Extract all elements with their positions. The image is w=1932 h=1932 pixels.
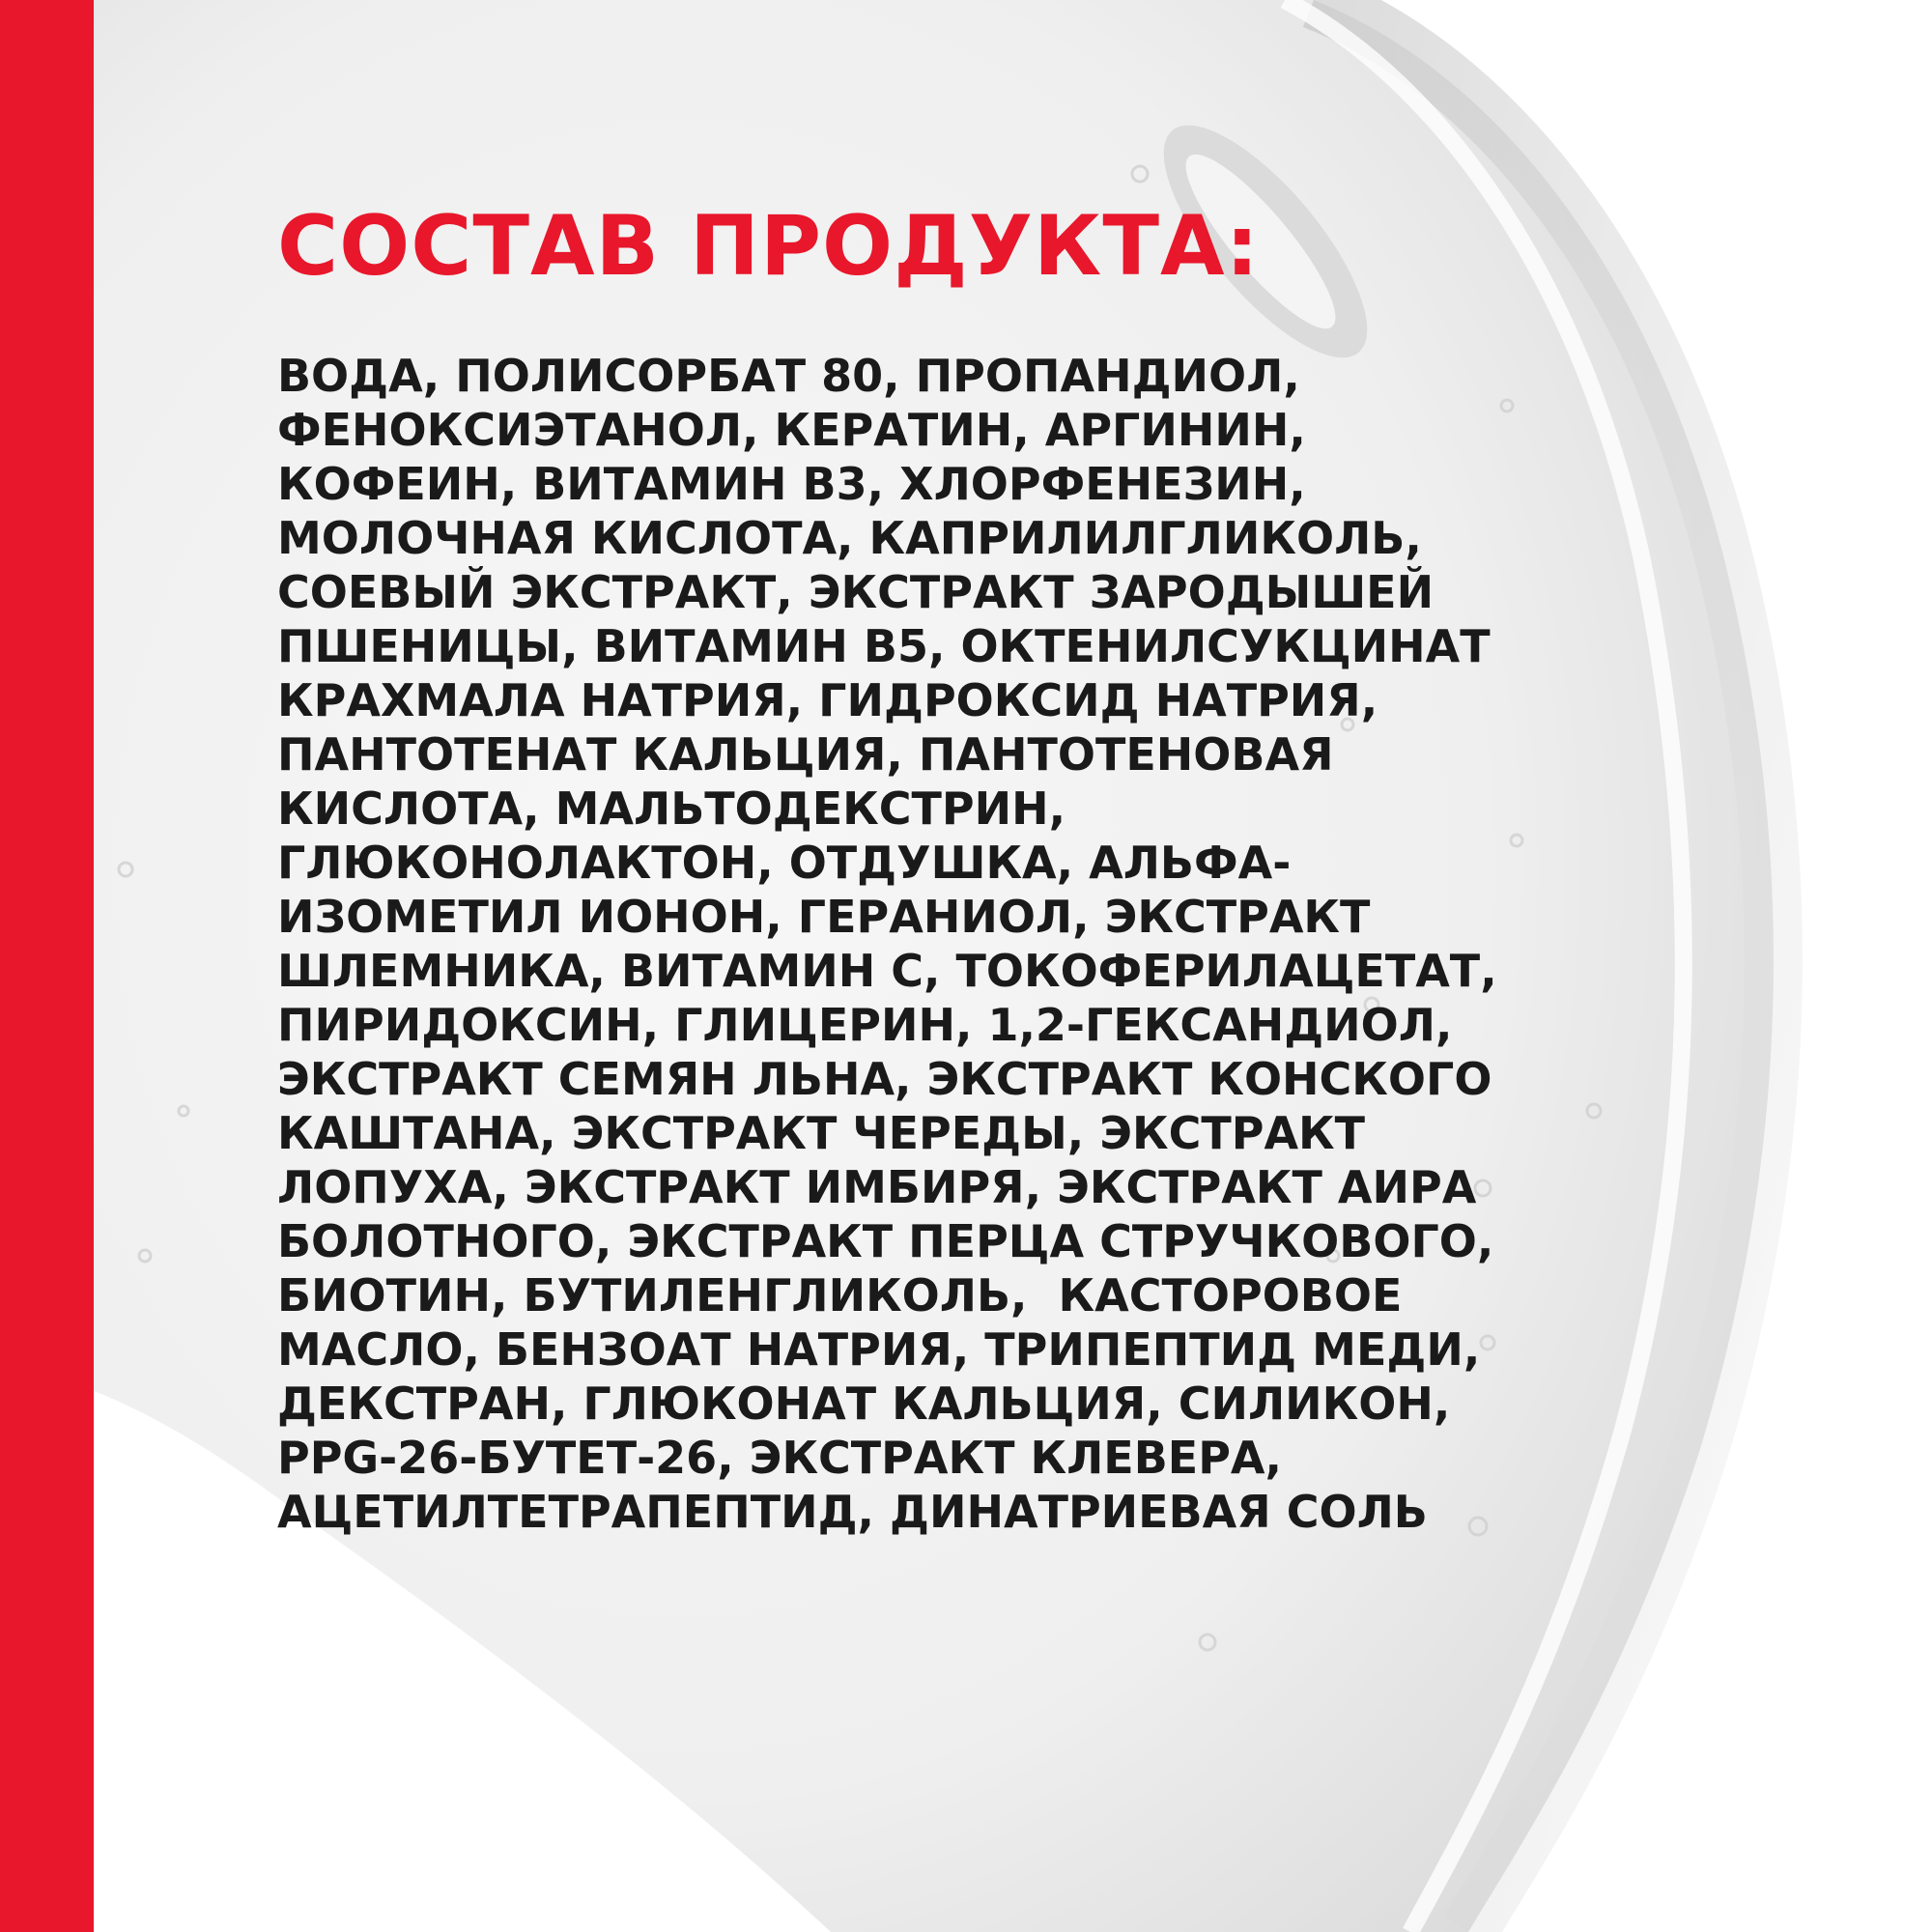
ingredients-line: БИОТИН, БУТИЛЕНГЛИКОЛЬ, КАСТОРОВОЕ (277, 1269, 1403, 1321)
ingredients-line: МАСЛО, БЕНЗОАТ НАТРИЯ, ТРИПЕПТИД МЕДИ, (277, 1323, 1481, 1376)
page-title: СОСТАВ ПРОДУКТА: (277, 198, 1260, 295)
ingredients-line: ВОДА, ПОЛИСОРБАТ 80, ПРОПАНДИОЛ, (277, 350, 1300, 402)
ingredients-line: МОЛОЧНАЯ КИСЛОТА, КАПРИЛИЛГЛИКОЛЬ, (277, 512, 1422, 564)
ingredients-line: КРАХМАЛА НАТРИЯ, ГИДРОКСИД НАТРИЯ, (277, 674, 1378, 726)
ingredients-line: ЭКСТРАКТ СЕМЯН ЛЬНА, ЭКСТРАКТ КОНСКОГО (277, 1053, 1492, 1105)
ingredients-line: ШЛЕМНИКА, ВИТАМИН С, ТОКОФЕРИЛАЦЕТАТ, (277, 945, 1497, 997)
ingredients-line: ПШЕНИЦЫ, ВИТАМИН B5, ОКТЕНИЛСУКЦИНАТ (277, 620, 1491, 672)
ingredients-line: PPG-26-БУТЕТ-26, ЭКСТРАКТ КЛЕВЕРА, (277, 1432, 1282, 1484)
ingredients-line: СОЕВЫЙ ЭКСТРАКТ, ЭКСТРАКТ ЗАРОДЫШЕЙ (277, 566, 1435, 618)
ingredients-line: ИЗОМЕТИЛ ИОНОН, ГЕРАНИОЛ, ЭКСТРАКТ (277, 891, 1371, 943)
ingredients-line: КИСЛОТА, МАЛЬТОДЕКСТРИН, (277, 782, 1066, 835)
ingredients-line: АЦЕТИЛТЕТРАПЕПТИД, ДИНАТРИЕВАЯ СОЛЬ (277, 1486, 1428, 1538)
ingredients-line: КАШТАНА, ЭКСТРАКТ ЧЕРЕДЫ, ЭКСТРАКТ (277, 1107, 1366, 1159)
ingredients-line: ПИРИДОКСИН, ГЛИЦЕРИН, 1,2-ГЕКСАНДИОЛ, (277, 999, 1453, 1051)
red-side-stripe (0, 0, 94, 1932)
ingredients-list (277, 349, 1842, 1539)
ingredients-line: ДЕКСТРАН, ГЛЮКОНАТ КАЛЬЦИЯ, СИЛИКОН, (277, 1378, 1451, 1430)
ingredients-line: ФЕНОКСИЭТАНОЛ, КЕРАТИН, АРГИНИН, (277, 404, 1306, 456)
ingredients-line: ГЛЮКОНОЛАКТОН, ОТДУШКА, АЛЬФА- (277, 837, 1292, 889)
ingredients-panel (277, 198, 1842, 1539)
ingredients-line: ПАНТОТЕНАТ КАЛЬЦИЯ, ПАНТОТЕНОВАЯ (277, 728, 1334, 781)
ingredients-line: КОФЕИН, ВИТАМИН B3, ХЛОРФЕНЕЗИН, (277, 458, 1306, 510)
ingredients-line: ЛОПУХА, ЭКСТРАКТ ИМБИРЯ, ЭКСТРАКТ АИРА (277, 1161, 1477, 1213)
ingredients-line: БОЛОТНОГО, ЭКСТРАКТ ПЕРЦА СТРУЧКОВОГО, (277, 1215, 1494, 1267)
